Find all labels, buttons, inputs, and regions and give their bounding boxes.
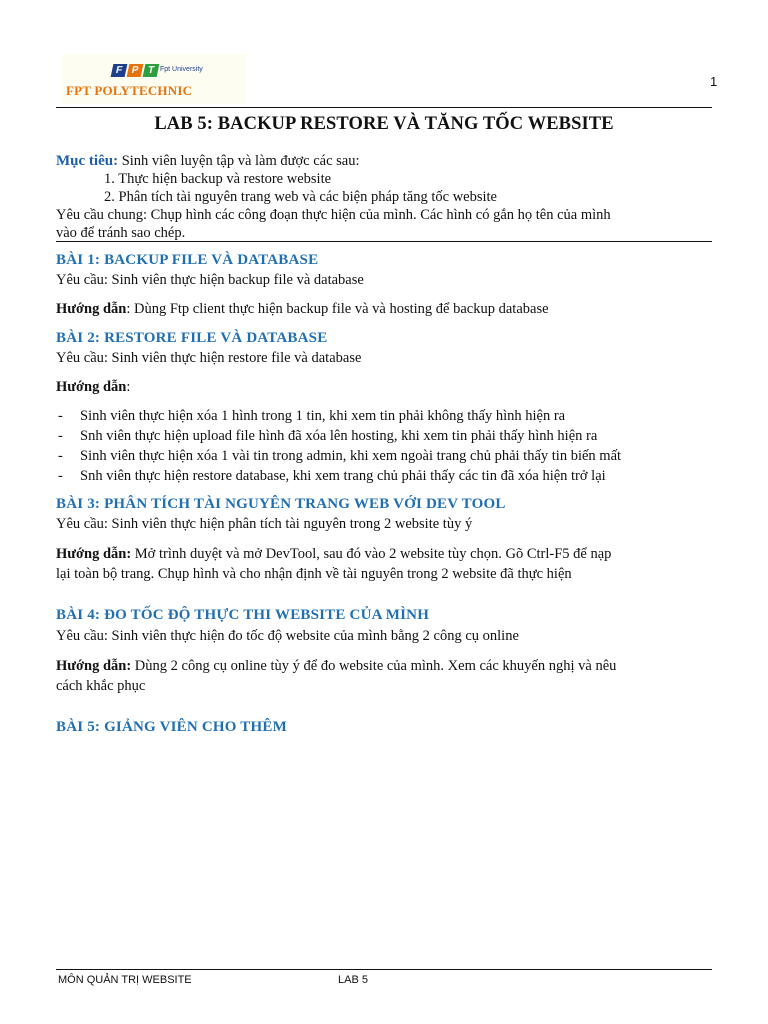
section-4-guide-label: Hướng dẫn:: [56, 658, 132, 674]
section-2-heading: BÀI 2: RESTORE FILE VÀ DATABASE: [56, 330, 328, 346]
section-1-heading: BÀI 1: BACKUP FILE VÀ DATABASE: [56, 252, 319, 268]
section-5-heading: BÀI 5: GIẢNG VIÊN CHO THÊM: [56, 719, 287, 735]
section-4-guide-text: Dùng 2 công cụ online tùy ý để đo website của mình. Xem các khuyến nghị và nêu: [131, 658, 617, 674]
header-divider: [56, 107, 712, 108]
footer-course: MÔN QUẢN TRỊ WEBSITE: [58, 974, 192, 986]
section-1-requirement: Yêu cầu: Sinh viên thực hiện backup file và database: [56, 272, 364, 288]
section-1-guide-text: : Dùng Ftp client thực hiện backup file và và hosting để backup database: [126, 301, 549, 317]
bullet-dash: -: [58, 468, 63, 484]
section-3-guide: [56, 545, 611, 563]
section-4-guide: [56, 657, 616, 675]
objective-item-2: 2. Phân tích tài nguyên trang web và các biện pháp tăng tốc website: [104, 189, 497, 205]
section-2-bullet-3: Sinh viên thực hiện xóa 1 vài tin trong admin, khi xem ngoài trang chủ phải thấy tin biến mất: [80, 448, 622, 464]
section-4-heading: BÀI 4: ĐO TỐC ĐỘ THỰC THI WEBSITE CỦA MÌNH: [56, 607, 430, 623]
bullet-dash: -: [58, 448, 63, 464]
section-2-guide-text: :: [126, 379, 131, 395]
section-3-heading: BÀI 3: PHÂN TÍCH TÀI NGUYÊN TRANG WEB VỚI DEV TOOL: [56, 496, 506, 512]
footer-lab: LAB 5: [338, 974, 368, 986]
page-number: 1: [710, 74, 718, 89]
objective-divider: [56, 241, 712, 242]
bullet-dash: -: [58, 408, 63, 424]
general-requirement-line-1: Yêu cầu chung: Chụp hình các công đoạn thực hiện của mình. Các hình có gắn họ tên của mình: [56, 207, 611, 223]
general-requirement-line-2: vào để tránh sao chép.: [56, 225, 186, 241]
section-3-guide-text: Mở trình duyệt và mở DevTool, sau đó vào 2 website tùy chọn. Gõ Ctrl-F5 để nạp: [131, 546, 612, 562]
section-3-guide-label: Hướng dẫn:: [56, 546, 132, 562]
section-2-bullet-4: Snh viên thực hiện restore database, khi xem trang chủ phải thấy các tin đã xóa hiện trở lại: [80, 468, 606, 484]
fpt-logo-mark: [112, 64, 158, 77]
objective-text: Sinh viên luyện tập và làm được các sau:: [118, 153, 360, 169]
logo-name: FPT POLYTECHNIC: [66, 83, 193, 98]
section-2-guide: [56, 378, 130, 396]
section-4-requirement: Yêu cầu: Sinh viên thực hiện đo tốc độ website của mình bằng 2 công cụ online: [56, 628, 519, 644]
footer-divider: [56, 969, 712, 970]
section-1-guide-label: Hướng dẫn: [56, 301, 127, 317]
objective-item-1: 1. Thực hiện backup và restore website: [104, 171, 332, 187]
logo-letter-p: P: [127, 64, 144, 77]
objective-line: [56, 152, 360, 170]
section-1-guide: [56, 300, 549, 318]
logo-letter-t: T: [143, 64, 160, 77]
section-2-requirement: Yêu cầu: Sinh viên thực hiện restore file và database: [56, 350, 362, 366]
section-3-guide-continued: lại toàn bộ trang. Chụp hình và cho nhận định về tài nguyên trong 2 website đã thực hiện: [56, 566, 572, 582]
logo-subtitle: Fpt University: [160, 66, 203, 73]
logo-letter-f: F: [111, 64, 128, 77]
section-2-bullet-1: Sinh viên thực hiện xóa 1 hình trong 1 tin, khi xem tin phải không thấy hình hiện ra: [80, 408, 566, 424]
objective-label: Mục tiêu:: [56, 153, 119, 169]
section-2-bullet-2: Snh viên thực hiện upload file hình đã xóa lên hosting, khi xem tin phải thấy hình hiện ra: [80, 428, 598, 444]
section-4-guide-continued: cách khắc phục: [56, 678, 146, 694]
section-3-requirement: Yêu cầu: Sinh viên thực hiện phân tích tài nguyên trong 2 website tùy ý: [56, 516, 473, 532]
page-title: LAB 5: BACKUP RESTORE VÀ TĂNG TỐC WEBSITE: [154, 114, 614, 134]
fpt-polytechnic-logo: [62, 54, 246, 104]
bullet-dash: -: [58, 428, 63, 444]
section-2-guide-label: Hướng dẫn: [56, 379, 127, 395]
